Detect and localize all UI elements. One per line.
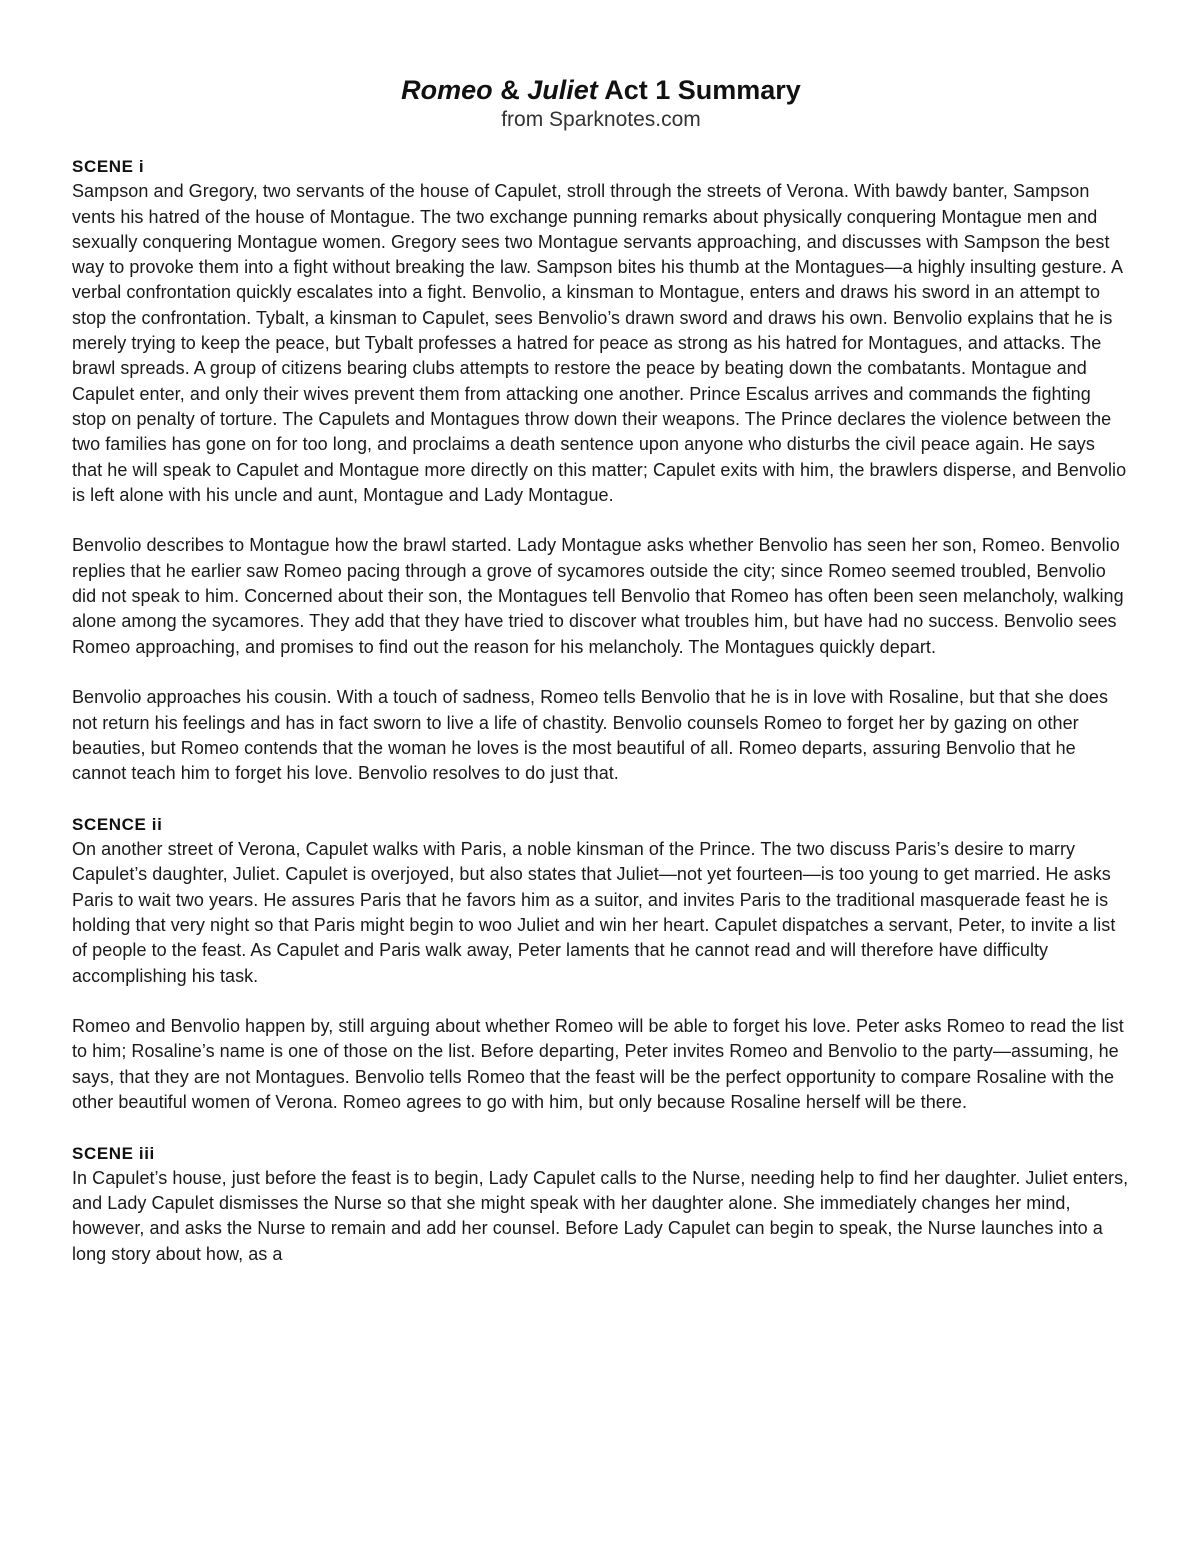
scene-3-paragraph-1: In Capulet’s house, just before the feast is to begin, Lady Capulet calls to the Nurse, needing help to find her daughter. Juliet enters, and Lady Capulet dismisses the Nurse so that she might speak with her daughter alone. She immediately changes her mind, however, and asks the Nurse to remain and add her counsel. Before Lady Capulet can begin to speak, the Nurse launches into a long story about how, as a (72, 1167, 1129, 1264)
title-rest: Act 1 Summary (597, 75, 801, 105)
title-ampersand: & (492, 75, 528, 105)
scene-1-paragraph-2: Benvolio describes to Montague how the brawl started. Lady Montague asks whether Benvolio has seen her son, Romeo. Benvolio replies that he earlier saw Romeo pacing through a grove of sycamores outside the city; since Romeo seemed troubled, Benvolio did not speak to him. Concerned about their son, the Montagues tell Benvolio that Romeo has often been seen melancholy, walking alone among the sycamores. They add that they have tried to discover what troubles him, but have had no success. Benvolio sees Romeo approaching, and promises to find out the reason for his melancholy. The Montagues quickly depart. (72, 535, 1124, 657)
document-subtitle: from Sparknotes.com (501, 108, 701, 131)
scene-2-heading: SCENCE ii (72, 814, 163, 834)
scene-1-paragraph-1: Sampson and Gregory, two servants of the house of Capulet, stroll through the streets of Verona. With bawdy banter, Sampson vents his hatred of the house of Montague. The two exchange punning remarks about physically conquering Montague men and sexually conquering Montague women. Gregory sees two Montague servants approaching, and discusses with Sampson the best way to provoke them into a fight without breaking the law. Sampson bites his thumb at the Montagues—a highly insulting gesture. A verbal confrontation quickly escalates into a fight. Benvolio, a kinsman to Montague, enters and draws his sword in an attempt to stop the confrontation. Tybalt, a kinsman to Capulet, sees Benvolio’s drawn sword and draws his own. Benvolio explains that he is merely trying to keep the peace, but Tybalt professes a hatred for peace as strong as his hatred for Montagues, and attacks. The brawl spreads. A group of citizens bearing clubs attempts to restore the peace by beating down the combatants. Montague and Capulet enter, and only their wives prevent them from attacking one another. Prince Escalus arrives and commands the fighting stop on penalty of torture. The Capulets and Montagues throw down their weapons. The Prince declares the violence between the two families has gone on for too long, and proclaims a death sentence upon anyone who disturbs the civil peace again. He says that he will speak to Capulet and Montague more directly on this matter; Capulet exits with him, the brawlers disperse, and Benvolio is left alone with his uncle and aunt, Montague and Lady Montague. (72, 181, 1127, 505)
scene-2-paragraph-2: Romeo and Benvolio happen by, still arguing about whether Romeo will be able to forget his love. Peter asks Romeo to read the list to him; Rosaline’s name is one of those on the list. Before departing, Peter invites Romeo and Benvolio to the party—assuming, he says, that they are not Montagues. Benvolio tells Romeo that the feast will be the perfect opportunity to compare Rosaline with the other beautiful women of Verona. Romeo agrees to go with him, but only because Rosaline herself will be there. (72, 1016, 1124, 1112)
scene-1-heading: SCENE i (72, 157, 145, 176)
title-romeo: Romeo (401, 75, 493, 105)
scene-2-paragraph-1: On another street of Verona, Capulet walks with Paris, a noble kinsman of the Prince. The two discuss Paris’s desire to marry Capulet’s daughter, Juliet. Capulet is overjoyed, but also states that Juliet—not yet fourteen—is too young to get married. He asks Paris to wait two years. He assures Paris that he favors him as a suitor, and invites Paris to the traditional masquerade feast he is holding that very night so that Paris might begin to woo Juliet and win her heart. Capulet dispatches a servant, Peter, to invite a list of people to the feast. As Capulet and Paris walk away, Peter laments that he cannot read and will therefore have difficulty accomplishing his task. (72, 839, 1116, 986)
scene-1-paragraph-3: Benvolio approaches his cousin. With a touch of sadness, Romeo tells Benvolio that he is in love with Rosaline, but that she does not return his feelings and has in fact sworn to live a life of chastity. Benvolio counsels Romeo to forget her by gazing on other beauties, but Romeo contends that the woman he loves is the most beautiful of all. Romeo departs, assuring Benvolio that he cannot teach him to forget his love. Benvolio resolves to do just that. (72, 687, 1109, 784)
document-title (72, 74, 1130, 106)
scene-3-heading: SCENE iii (72, 1143, 155, 1163)
title-juliet: Juliet (527, 75, 598, 105)
